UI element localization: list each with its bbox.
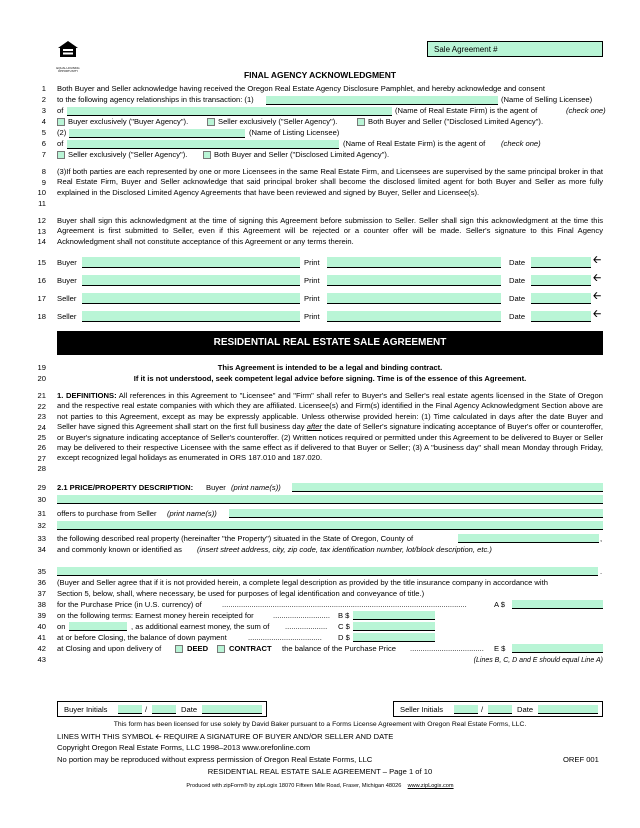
contract-checkbox[interactable] (217, 645, 225, 653)
slash: / (481, 705, 484, 714)
line-number: 15 (37, 258, 46, 267)
agency-line-5a: (2) (57, 128, 67, 137)
agency-line-2b: (Name of Selling Licensee) (501, 95, 593, 104)
definitions-text-a: All references in this Agreement to "Licensee" and "Firm" shall refer to Buyer's and Seller's real estate agents licensed in the State of Oregon and the respective real estate companies with which they are affiliated. Licensee(s) and Firm(s) identified in the Final Agency Acknowledgment Section above are not parties to this Agreement, except as may be expressly applicable. Unless otherwise provided herein: (1) Time calculated in days after the date Buyer and Seller have signed this Agreement shall start on the first full business day (57, 391, 603, 432)
line-38-dots: .................................................................................................................... (222, 600, 467, 609)
print-name-field[interactable] (327, 311, 501, 322)
print-name-field[interactable] (327, 275, 501, 286)
date-field[interactable] (531, 275, 591, 286)
definitions-paragraph (57, 391, 603, 464)
line-number: 16 (37, 276, 46, 285)
license-text: This form has been licensed for use solely by David Baker pursuant to a Forms License Agreement with Oregon Real Estate Forms, LLC. (113, 721, 527, 728)
line-number: 25 (37, 433, 46, 442)
line-number: 6 (41, 139, 46, 148)
line-number: 5 (41, 128, 46, 137)
line-number: 18 (37, 312, 46, 321)
line-number: 40 (37, 622, 46, 631)
agency-line-6b: (Name of Real Estate Firm) is the agent of (343, 139, 486, 148)
equal-housing-logo (56, 40, 80, 73)
intro-line-19: This Agreement is intended to be a legal and binding contract. (217, 363, 443, 372)
page-title: RESIDENTIAL REAL ESTATE SALE AGREEMENT – Page 1 of 10 (207, 767, 433, 776)
seller-initials-date-label: Date (517, 705, 534, 714)
seller-exclusive-label: Seller exclusively ("Seller Agency"). (218, 117, 338, 126)
agency-line-3c: (check one) (566, 106, 606, 115)
buyer-initials-date-field[interactable] (202, 705, 262, 714)
line-number: 37 (37, 589, 46, 598)
date-field[interactable] (531, 257, 591, 268)
seller-hint: (print name(s)) (167, 509, 217, 518)
line-number: 20 (37, 374, 46, 383)
line-41-end: D $ (338, 633, 350, 642)
line-number: 9 (41, 178, 46, 187)
line-34-text: and commonly known or identified as (57, 545, 182, 554)
line-39-end: B $ (338, 611, 350, 620)
county-field[interactable] (458, 534, 599, 543)
line-39-dots: ........................... (273, 611, 330, 620)
line-number: 8 (41, 167, 46, 176)
date-label: Date (509, 294, 526, 303)
line-number: 2 (41, 95, 46, 104)
signature-field[interactable] (82, 311, 300, 322)
both-label: Both Buyer and Seller ("Disclosed Limited Agency"). (368, 117, 544, 126)
seller-name-field-2[interactable] (57, 521, 603, 530)
line-41-dots: ................................... (248, 633, 322, 642)
line-number: 21 (37, 391, 46, 400)
agency-line-2a: to the following agency relationships in this transaction: (1) (57, 95, 254, 104)
signature-field[interactable] (82, 257, 300, 268)
line-number: 17 (37, 294, 46, 303)
line-42-balance: the balance of the Purchase Price (282, 644, 396, 653)
agency-line-6c: (check one) (501, 139, 541, 148)
sale-agreement-label: Sale Agreement # (434, 45, 498, 54)
date-label: Date (509, 312, 526, 321)
both-label-2: Both Buyer and Seller ("Disclosed Limited Agency"). (214, 150, 390, 159)
print-label: Print (304, 276, 320, 285)
line-number: 27 (37, 454, 46, 463)
line-number: 1 (41, 84, 46, 93)
line-number: 29 (37, 483, 46, 492)
line-number: 22 (37, 402, 46, 411)
buyer-initial-2-field[interactable] (152, 705, 176, 714)
line-number: 31 (37, 509, 46, 518)
line-number: 30 (37, 495, 46, 504)
line-number: 43 (37, 655, 46, 664)
price-buyer-hint: (print name(s)) (231, 483, 281, 492)
agency-line-3a: of (57, 106, 64, 115)
line-number: 33 (37, 534, 46, 543)
line-number: 11 (38, 199, 46, 208)
selling-licensee-field[interactable] (266, 96, 498, 105)
line-number: 38 (37, 600, 46, 609)
date-field[interactable] (531, 293, 591, 304)
agency-line-3b: (Name of Real Estate Firm) is the agent of (395, 106, 538, 115)
line-number: 41 (37, 633, 46, 642)
both-checkbox-2[interactable] (203, 151, 211, 159)
buyer-exclusive-checkbox[interactable] (57, 118, 65, 126)
deed-label: DEED (187, 644, 209, 653)
signature-arrow-icon: 🡠 (593, 255, 602, 266)
definitions-text-b: the date of Seller's signature indicating acceptance of Buyer's offer or counteroffer, or Buyer's signature indicating acceptance of Seller's counteroffer. (2) Written notices required or permitted under this Agreement to be delivered to Buyer or Seller may be delivered to their respective Licensee with the same effect as if delivered to that Buyer or Seller; (3) A "business day" shall mean Monday through Friday, except recognized legal holidays as enumerated in ORS 187.010 and 187.020. (57, 422, 603, 463)
buyer-initials-date-label: Date (181, 705, 198, 714)
oref-code: OREF 001 (563, 755, 599, 764)
seller-initials-label: Seller Initials (400, 705, 444, 714)
line-number: 35 (37, 567, 46, 576)
period: . (600, 567, 603, 576)
line-37-text: Section 5, below, shall, where necessary, be used for purposes of legal identification and conveyance of title.) (57, 589, 425, 598)
line-42-dots: ................................... (410, 644, 484, 653)
agency-para-3: (3)If both parties are each represented by one or more Licensees in the same Real Estate Firm, and Licensees are supervised by the same principal broker in that Real Estate Firm, Buyer and Seller acknowledge that said principal broker shall become the disclosed limited agent for both Buyer and Seller as more fully explained in the Disclosed Limited Agency Agreements that have been reviewed and signed by Buyer, Seller and Licensee(s). (57, 167, 603, 197)
seller-initial-1-field[interactable] (454, 705, 478, 714)
listing-licensee-field[interactable] (69, 129, 245, 138)
agency-line-1: Both Buyer and Seller acknowledge having received the Oregon Real Estate Agency Disclosure Pamphlet, and hereby acknowledge and consent (57, 84, 545, 93)
sign-role: Buyer (57, 258, 77, 267)
agency-line-5b: (Name of Listing Licensee) (249, 128, 340, 137)
section-banner (57, 331, 603, 355)
sign-role: Buyer (57, 276, 77, 285)
print-label: Print (304, 294, 320, 303)
line-38-text: for the Purchase Price (in U.S. currency) of (57, 600, 202, 609)
price-head: 2.1 PRICE/PROPERTY DESCRIPTION: (57, 483, 194, 492)
buyer-initials-box (57, 701, 267, 717)
signature-arrow-icon: 🡠 (593, 291, 602, 302)
line-number: 4 (41, 117, 46, 126)
line-33-text: the following described real property (hereinafter "the Property") situated in the State of Oregon, County of (57, 534, 414, 543)
both-checkbox[interactable] (357, 118, 365, 126)
price-buyer-label: Buyer (206, 483, 226, 492)
banner-title: RESIDENTIAL REAL ESTATE SALE AGREEMENT (213, 337, 447, 348)
line-number: 12 (37, 216, 46, 225)
contract-label: CONTRACT (229, 644, 272, 653)
no-portion-text: No portion may be reproduced without express permission of Oregon Real Estate Forms, LLC (57, 755, 373, 764)
down-payment-field[interactable] (353, 633, 435, 642)
comma: , (600, 534, 603, 543)
ziplogix-link[interactable]: www.zipLogix.com (407, 783, 454, 789)
seller-exclusive-label-2: Seller exclusively ("Seller Agency"). (68, 150, 188, 159)
balance-field[interactable] (512, 644, 603, 653)
line-34-hint: (insert street address, city, zip code, tax identification number, lot/block description, etc.) (197, 545, 492, 554)
seller-exclusive-checkbox-2[interactable] (57, 151, 65, 159)
line-40-on: on (57, 622, 66, 631)
line-number: 19 (37, 363, 46, 372)
print-name-field[interactable] (327, 293, 501, 304)
date-label: Date (509, 258, 526, 267)
property-address-field[interactable] (57, 567, 598, 576)
lines-symbol-text (57, 732, 393, 742)
additional-earnest-field[interactable] (353, 622, 435, 631)
line-38-end: A $ (494, 600, 505, 609)
line-number: 32 (37, 521, 46, 530)
line-number: 24 (37, 423, 46, 432)
line-40-dots: .................... (285, 622, 328, 631)
line-number: 14 (37, 237, 46, 246)
line-number: 3 (41, 106, 46, 115)
slash: / (145, 705, 148, 714)
purchase-price-field[interactable] (512, 600, 603, 609)
line-number: 36 (37, 578, 46, 587)
line-number: 23 (37, 412, 46, 421)
sign-role: Seller (57, 312, 77, 321)
line-number: 10 (37, 188, 46, 197)
signature-arrow-icon: 🡠 (593, 309, 602, 320)
seller-initials-date-field[interactable] (538, 705, 598, 714)
buyer-name-field-2[interactable] (57, 495, 603, 504)
produced-text (0, 781, 640, 791)
copyright-text: Copyright Oregon Real Estate Forms, LLC 1998–2013 www.orefonline.com (57, 743, 311, 752)
buyer-exclusive-label: Buyer exclusively ("Buyer Agency"). (68, 117, 189, 126)
agency-title: FINAL AGENCY ACKNOWLEDGMENT (243, 70, 397, 80)
seller-exclusive-checkbox[interactable] (207, 118, 215, 126)
logo-text: EQUAL HOUSING OPPORTUNITY (56, 66, 80, 73)
signature-arrow-icon: 🡠 (593, 273, 602, 284)
line-number: 34 (37, 545, 46, 554)
signature-field[interactable] (82, 293, 300, 304)
listing-firm-field[interactable] (67, 140, 339, 149)
date-label: Date (509, 276, 526, 285)
line-number: 13 (37, 227, 46, 236)
line-number: 26 (37, 443, 46, 452)
date-field[interactable] (531, 311, 591, 322)
line-number: 7 (41, 150, 46, 159)
lines-symbol-b: REQUIRE A SIGNATURE OF BUYER AND/OR SELLER AND DATE (163, 732, 394, 741)
offers-label: offers to purchase from Seller (57, 509, 157, 518)
deed-checkbox[interactable] (175, 645, 183, 653)
line-42-end: E $ (494, 644, 506, 653)
seller-initials-box (393, 701, 603, 717)
seller-name-field[interactable] (229, 509, 603, 518)
print-label: Print (304, 258, 320, 267)
line-number: 39 (37, 611, 46, 620)
agency-line-6a: of (57, 139, 64, 148)
line-number: 28 (37, 464, 46, 473)
earnest-money-field[interactable] (353, 611, 435, 620)
seller-initial-2-field[interactable] (488, 705, 512, 714)
definitions-after: after (306, 422, 322, 432)
line-number: 42 (37, 644, 46, 653)
line-41-text: at or before Closing, the balance of down payment (57, 633, 227, 642)
print-label: Print (304, 312, 320, 321)
lines-symbol-a: LINES WITH THIS SYMBOL (57, 732, 154, 741)
produced-by: Produced with zipForm® by zipLogix 18070 Fifteen Mile Road, Fraser, Michigan 48026 (186, 783, 402, 789)
agency-para-sign: Buyer shall sign this acknowledgment at the time of signing this Agreement before submission to Seller. Seller shall sign this acknowledgment at the time this Agreement is first submitted to Seller, even if this Agreement will be rejected or a counter offer will be made. Seller's signature to this Final Agency Acknowledgment shall not constitute acceptance of this Agreement or any terms therein. (57, 216, 603, 246)
buyer-name-field[interactable] (292, 483, 603, 492)
signature-field[interactable] (82, 275, 300, 286)
sale-agreement-box[interactable] (427, 41, 603, 57)
buyer-initial-1-field[interactable] (118, 705, 142, 714)
selling-firm-field[interactable] (67, 107, 392, 116)
definitions-num: 1. (57, 391, 64, 400)
print-name-field[interactable] (327, 257, 501, 268)
line-36-text: (Buyer and Seller agree that if it is not provided herein, a complete legal description as provided by the title insurance company in accordance with (57, 578, 548, 587)
line-39-text: on the following terms: Earnest money herein receipted for (57, 611, 254, 620)
arrow-icon: 🡠 (155, 732, 162, 741)
intro-line-20: If it is not understood, seek competent legal advice before signing. Time is of the essence of this Agreement. (133, 374, 527, 383)
additional-date-field[interactable] (69, 622, 127, 631)
sign-role: Seller (57, 294, 77, 303)
line-40-text: , as additional earnest money, the sum of (131, 622, 270, 631)
buyer-initials-label: Buyer Initials (64, 705, 108, 714)
lines-note: (Lines B, C, D and E should equal Line A) (473, 657, 603, 664)
line-40-end: C $ (338, 622, 350, 631)
line-42-text: at Closing and upon delivery of (57, 644, 162, 653)
definitions-head: DEFINITIONS: (65, 391, 117, 400)
